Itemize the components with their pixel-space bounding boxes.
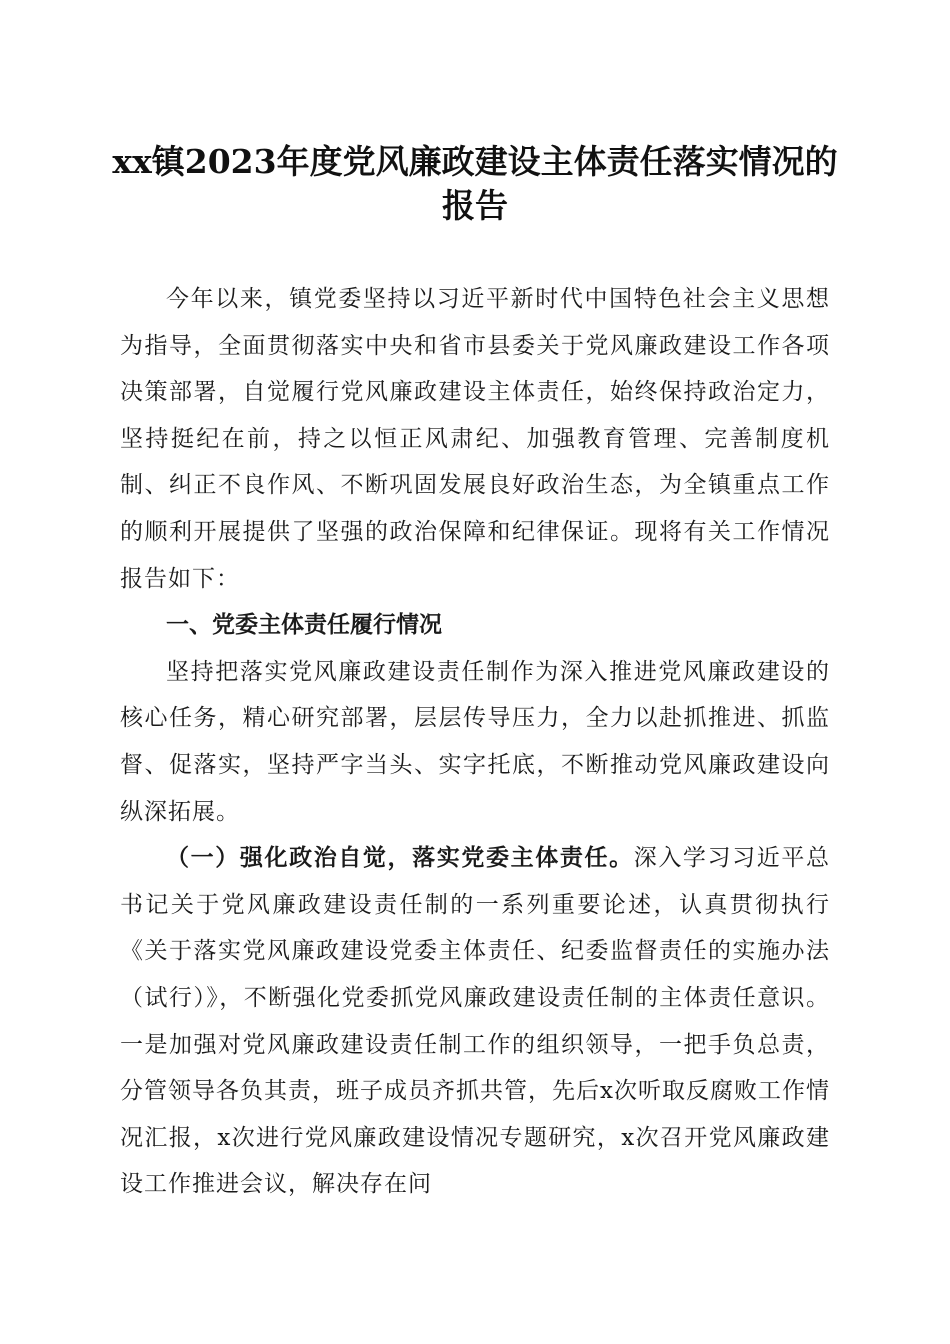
document-body	[120, 276, 830, 1208]
subsection-lead: （一）强化政治自觉，落实党委主体责任。	[166, 845, 634, 872]
section-paragraph: 坚持把落实党风廉政建设责任制作为深入推进党风廉政建设的核心任务，精心研究部署，层层传导压力，全力以赴抓推进、抓监督、促落实，坚持严字当头、实字托底，不断推动党风廉政建设向纵深拓展。	[120, 658, 830, 825]
subsection-paragraph	[120, 835, 830, 1208]
section-heading: 一、党委主体责任履行情况	[166, 612, 442, 639]
subsection-text: 深入学习习近平总书记关于党风廉政建设责任制的一系列重要论述，认真贯彻执行《关于落实党风廉政建设党委主体责任、纪委监督责任的实施办法（试行）》，不断强化党委抓党风廉政建设责任制的主体责任意识。一是加强对党风廉政建设责任制工作的组织领导，一把手负总责，分管领导各负其责，班子成员齐抓共管，先后x次听取反腐败工作情况汇报，x次进行党风廉政建设情况专题研究，x次召开党风廉政建设工作推进会议，解决存在问	[120, 845, 831, 1198]
intro-paragraph: 今年以来，镇党委坚持以习近平新时代中国特色社会主义思想为指导，全面贯彻落实中央和省市县委关于党风廉政建设工作各项决策部署，自觉履行党风廉政建设主体责任，始终保持政治定力，坚持挺纪在前，持之以恒正风肃纪、加强教育管理、完善制度机制、纠正不良作风、不断巩固发展良好政治生态，为全镇重点工作的顺利开展提供了坚强的政治保障和纪律保证。现将有关工作情况报告如下：	[120, 286, 830, 592]
document-title: xx镇2023年度党风廉政建设主体责任落实情况的报告	[112, 142, 838, 225]
